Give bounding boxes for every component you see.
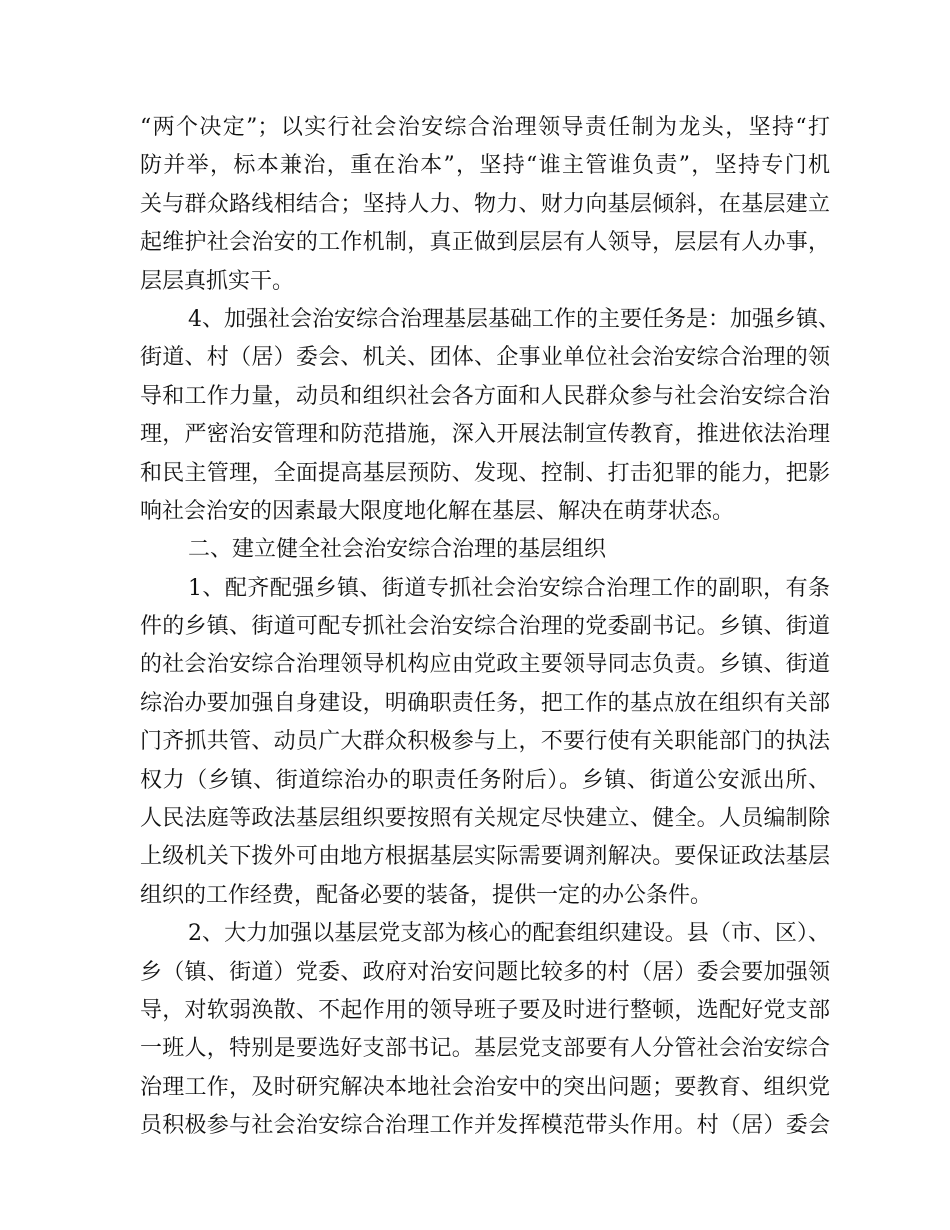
text-line: 层层真抓实干。 [140, 268, 295, 294]
text-line: 导，对软弱涣散、不起作用的领导班子要及时进行整顿，选配好党支部 [140, 997, 830, 1023]
text-line: 理，严密治安管理和防范措施，深入开展法制宣传教育，推进依法治理 [140, 422, 830, 448]
text-line: 上级机关下拨外可由地方根据基层实际需要调剂解决。要保证政法基层 [140, 844, 830, 870]
text-line: 关与群众路线相结合；坚持人力、物力、财力向基层倾斜，在基层建立 [140, 191, 830, 217]
text-line: 一班人，特别是要选好支部书记。基层党支部要有人分管社会治安综合 [140, 1036, 830, 1062]
text-line: 治理工作，及时研究解决本地社会治安中的突出问题；要教育、组织党 [140, 1074, 830, 1100]
text-line: 人民法庭等政法基层组织要按照有关规定尽快建立、健全。人员编制除 [140, 806, 830, 832]
text-line: 权力（乡镇、街道综治办的职责任务附后）。乡镇、街道公安派出所、 [140, 767, 830, 793]
text-line: 导和工作力量，动员和组织社会各方面和人民群众参与社会治安综合治 [140, 383, 830, 409]
text-line: 响社会治安的因素最大限度地化解在基层、解决在萌芽状态。 [140, 498, 735, 524]
document-body [140, 109, 840, 1146]
text-line: 门齐抓共管、动员广大群众积极参与上，不要行使有关职能部门的执法 [140, 729, 830, 755]
text-line: 乡（镇、街道）党委、政府对治安问题比较多的村（居）委会要加强领 [140, 959, 830, 985]
paragraph-start-line: 4、加强社会治安综合治理基层基础工作的主要任务是：加强乡镇、 [188, 306, 840, 332]
text-line: 和民主管理，全面提高基层预防、发现、控制、打击犯罪的能力，把影 [140, 460, 830, 486]
text-line: 件的乡镇、街道可配专抓社会治安综合治理的党委副书记。乡镇、街道 [140, 614, 830, 640]
text-line: 员积极参与社会治安综合治理工作并发挥模范带头作用。村（居）委会 [140, 1113, 830, 1139]
text-line: 起维护社会治安的工作机制，真正做到层层有人领导，层层有人办事， [140, 230, 830, 256]
paragraph-start-line: 1、配齐配强乡镇、街道专抓社会治安综合治理工作的副职，有条 [188, 575, 830, 601]
paragraph-start-line: 2、大力加强以基层党支部为核心的配套组织建设。县（市、区）、 [188, 921, 830, 947]
text-line: “两个决定”；以实行社会治安综合治理领导责任制为龙头，坚持“打 [140, 115, 830, 140]
text-line: 防并举，标本兼治，重在治本”，坚持“谁主管谁负责”，坚持专门机 [140, 153, 830, 179]
text-line: 综治办要加强自身建设，明确职责任务，把工作的基点放在组织有关部 [140, 690, 830, 716]
text-line: 街道、村（居）委会、机关、团体、企事业单位社会治安综合治理的领 [140, 345, 830, 371]
text-line: 组织的工作经费，配备必要的装备，提供一定的办公条件。 [140, 882, 713, 908]
text-line: 的社会治安综合治理领导机构应由党政主要领导同志负责。乡镇、街道 [140, 652, 830, 678]
section-heading: 二、建立健全社会治安综合治理的基层组织 [188, 537, 607, 563]
